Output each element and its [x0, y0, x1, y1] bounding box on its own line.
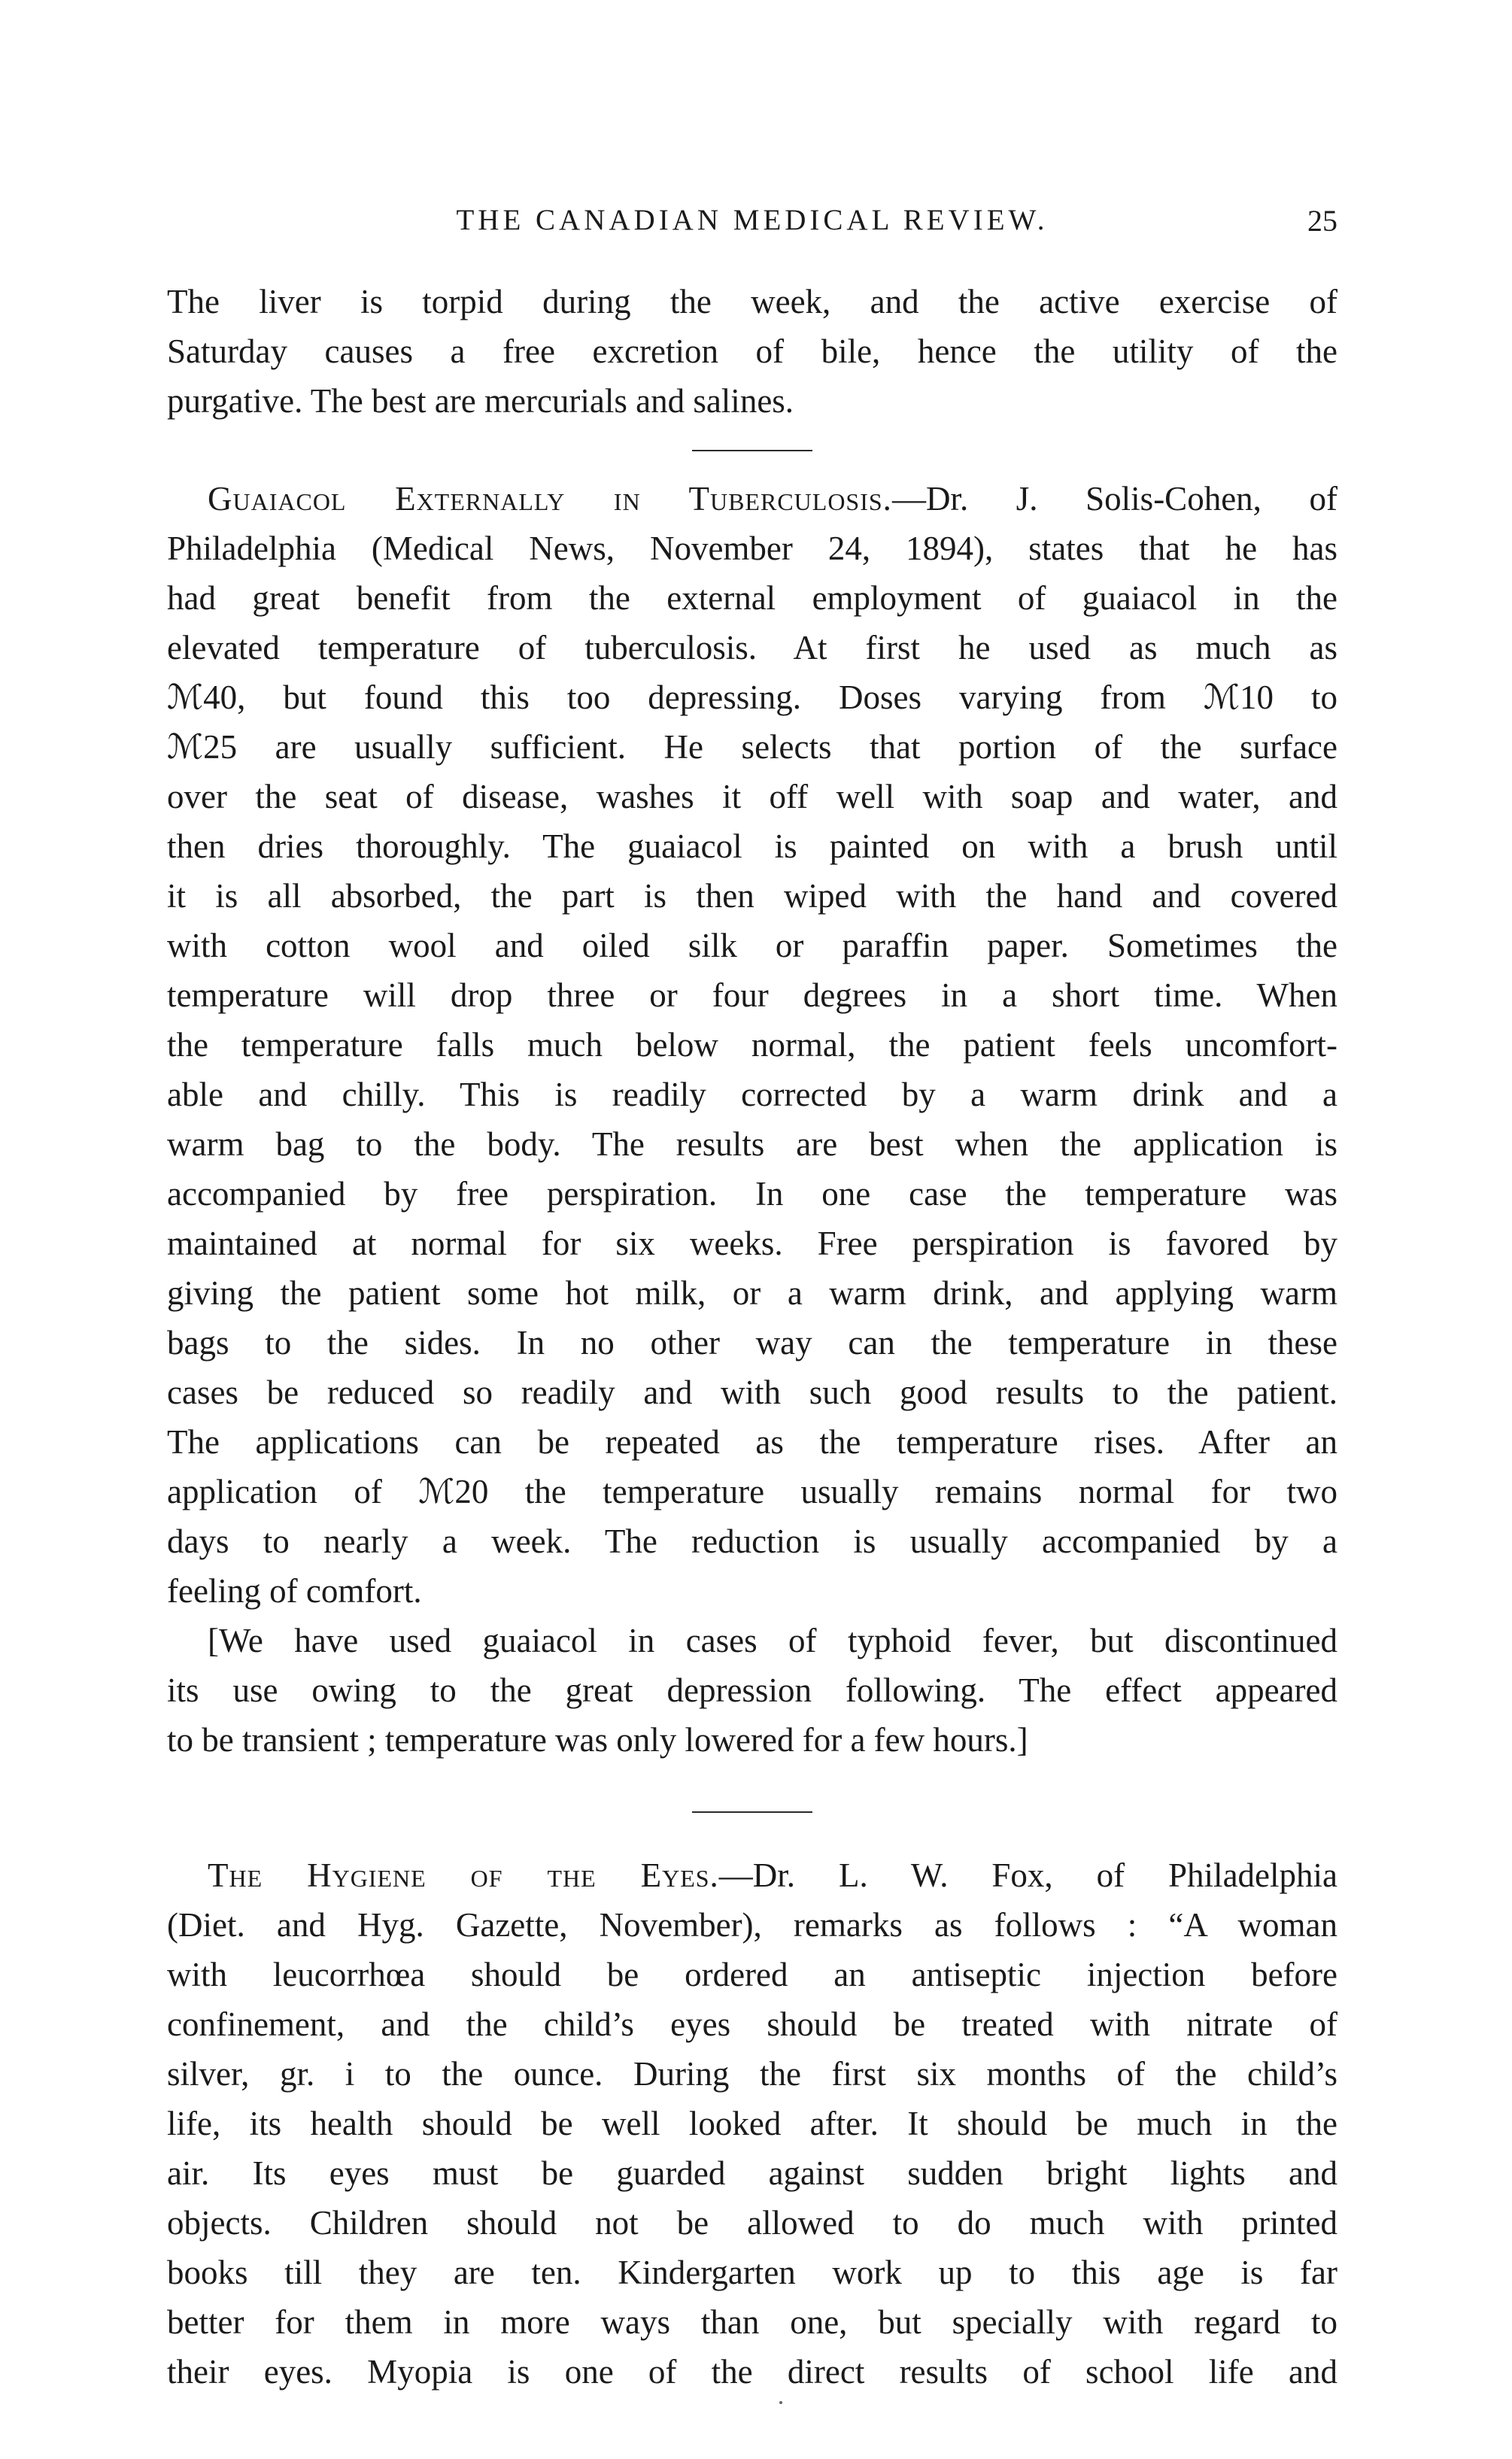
text-line: books till they are ten. Kindergarten work up to this age is far: [167, 2254, 1337, 2291]
text-line: purgative. The best are mercurials and salines.: [167, 382, 794, 420]
text-line: Philadelphia (Medical News, November 24, 1894), states that he has: [167, 530, 1337, 567]
text-line: to be transient ; temperature was only lowered for a few hours.]: [167, 1721, 1028, 1759]
text-line: bags to the sides. In no other way can the temperature in these: [167, 1324, 1337, 1362]
text-line: then dries thoroughly. The guaiacol is painted on with a brush until: [167, 827, 1337, 865]
text-line: [167, 474, 1337, 524]
article-hygiene-eyes: [167, 1850, 1337, 2397]
section-heading: Guaiacol Externally in Tuberculosis.: [208, 480, 892, 518]
text-line: silver, gr. i to the ounce. During the first six months of the child’s: [167, 2055, 1337, 2093]
text-line: better for them in more ways than one, but specially with regard to: [167, 2303, 1337, 2341]
text-line: ℳ40, but found this too depressing. Doses varying from ℳ10 to: [167, 679, 1337, 716]
heading-continuation: —Dr. J. Solis-Cohen, of: [891, 480, 1337, 518]
article-guaiacol: [167, 474, 1337, 1616]
text-line: its use owing to the great depression following. The effect appeared: [167, 1671, 1337, 1709]
text-line: application of ℳ20 the temperature usually remains normal for two: [167, 1473, 1337, 1510]
text-line: warm bag to the body. The results are best when the application is: [167, 1125, 1337, 1163]
text-line: accompanied by free perspiration. In one case the temperature was: [167, 1175, 1337, 1213]
text-line: their eyes. Myopia is one of the direct results of school life and: [167, 2353, 1337, 2391]
article-body: [167, 277, 1337, 2397]
text-line: ℳ25 are usually sufficient. He selects that portion of the surface: [167, 728, 1337, 766]
text-line: The liver is torpid during the week, and the active exercise of: [167, 283, 1337, 320]
text-line: feeling of comfort.: [167, 1572, 422, 1610]
running-title: THE CANADIAN MEDICAL REVIEW.: [456, 204, 1049, 236]
text-line: elevated temperature of tuberculosis. At first he used as much as: [167, 629, 1337, 666]
page-number: 25: [1307, 204, 1337, 238]
text-line: giving the patient some hot milk, or a warm drink, and applying warm: [167, 1274, 1337, 1312]
paragraph-liver: [167, 277, 1337, 426]
text-line: temperature will drop three or four degrees in a short time. When: [167, 976, 1337, 1014]
text-line: [We have used guaiacol in cases of typhoid fever, but discontinued: [208, 1622, 1337, 1659]
text-line: air. Its eyes must be guarded against sudden bright lights and: [167, 2154, 1337, 2192]
text-line: with leucorrhœa should be ordered an antiseptic injection before: [167, 1956, 1337, 1993]
text-line: The applications can be repeated as the temperature rises. After an: [167, 1423, 1337, 1461]
text-line: able and chilly. This is readily corrected by a warm drink and a: [167, 1076, 1337, 1113]
print-speck: [779, 2401, 782, 2404]
text-line: the temperature falls much below normal, the patient feels uncomfort-: [167, 1026, 1337, 1064]
text-line: confinement, and the child’s eyes should be treated with nitrate of: [167, 2005, 1337, 2043]
text-line: objects. Children should not be allowed to do much with printed: [167, 2204, 1337, 2242]
text-line: [167, 1850, 1337, 1900]
running-head: [167, 203, 1337, 248]
text-line: had great benefit from the external employment of guaiacol in the: [167, 579, 1337, 617]
section-divider: [692, 1811, 812, 1813]
text-line: with cotton wool and oiled silk or paraffin paper. Sometimes the: [167, 927, 1337, 964]
text-line: maintained at normal for six weeks. Free perspiration is favored by: [167, 1225, 1337, 1262]
text-line: Saturday causes a free excretion of bile, hence the utility of the: [167, 332, 1337, 370]
section-divider: [692, 450, 812, 451]
text-line: over the seat of disease, washes it off well with soap and water, and: [167, 778, 1337, 815]
section-heading: The Hygiene of the Eyes.: [208, 1856, 719, 1894]
text-line: (Diet. and Hyg. Gazette, November), remarks as follows : “A woman: [167, 1906, 1337, 1944]
text-line: life, its health should be well looked after. It should be much in the: [167, 2105, 1337, 2142]
text-line: it is all absorbed, the part is then wiped with the hand and covered: [167, 877, 1337, 915]
editorial-note: [167, 1616, 1337, 1765]
text-line: days to nearly a week. The reduction is usually accompanied by a: [167, 1522, 1337, 1560]
text-line: cases be reduced so readily and with such good results to the patient.: [167, 1374, 1337, 1411]
heading-continuation: —Dr. L. W. Fox, of Philadelphia: [718, 1856, 1337, 1894]
